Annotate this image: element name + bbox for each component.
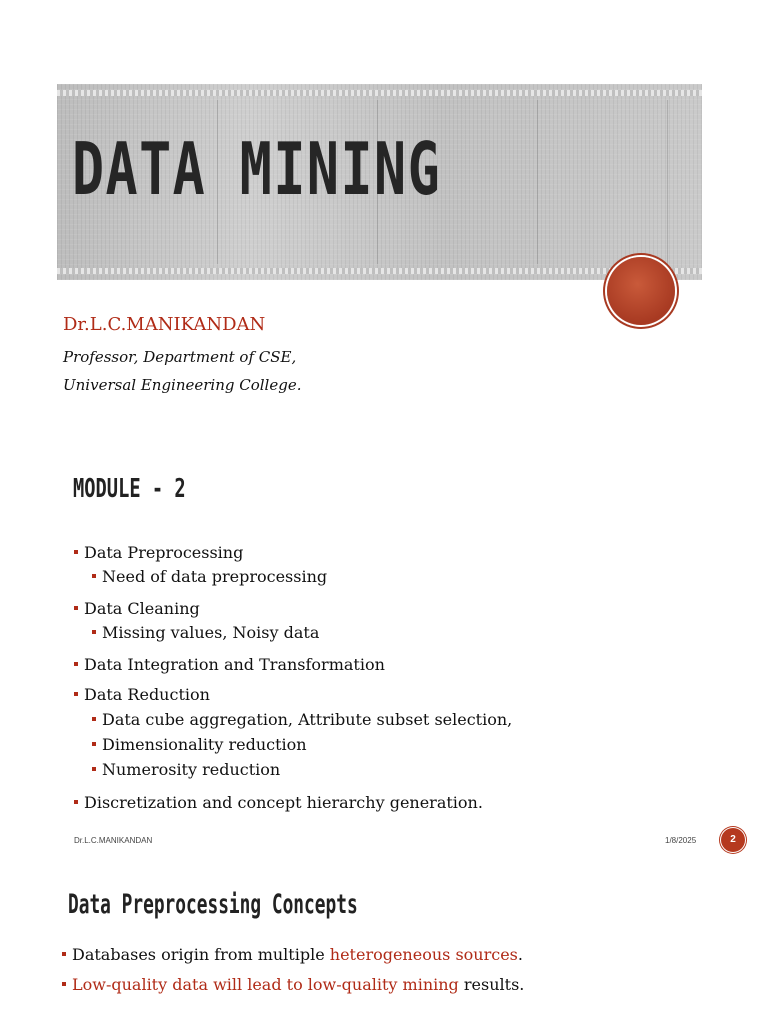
banner-divider [537, 100, 538, 264]
bullet-icon [92, 630, 96, 634]
list-item [74, 543, 243, 562]
banner-stripe-top [57, 90, 702, 96]
banner-divider [667, 100, 668, 264]
list-item [92, 710, 512, 729]
list-item-text: Data Preprocessing [84, 543, 244, 562]
list-item-text: Data cube aggregation, Attribute subset selection, [102, 710, 513, 729]
decorative-circle-icon [607, 257, 675, 325]
list-item [74, 655, 385, 674]
list-item-text: Numerosity reduction [102, 760, 281, 779]
page-number-badge: 2 [721, 828, 745, 852]
bullet-icon [74, 662, 78, 666]
list-item-text: Missing values, Noisy data [102, 623, 320, 642]
list-item-text: Data Reduction [84, 685, 210, 704]
list-item [62, 975, 524, 994]
list-item [92, 735, 307, 754]
list-item-text: . [517, 945, 523, 964]
author-name: Dr.L.C.MANIKANDAN [63, 314, 266, 335]
bullet-icon [62, 982, 66, 986]
list-item-text: Need of data preprocessing [102, 567, 328, 586]
list-item [92, 760, 280, 779]
bullet-icon [74, 550, 78, 554]
footer-date: 1/8/2025 [665, 836, 697, 845]
bullet-icon [74, 606, 78, 610]
bullet-icon [74, 800, 78, 804]
list-item [92, 623, 319, 642]
bullet-icon [92, 767, 96, 771]
list-item [62, 945, 523, 964]
module-title: MODULE - 2 [73, 474, 186, 504]
highlight-text: heterogeneous sources [329, 945, 518, 964]
banner-stripe-bottom [57, 268, 702, 274]
footer-author: Dr.L.C.MANIKANDAN [74, 836, 153, 845]
list-item [74, 793, 483, 812]
list-item-text: Data Cleaning [84, 599, 200, 618]
list-item-text: results. [458, 975, 525, 994]
slide-title: DATA MINING [72, 127, 442, 211]
bullet-icon [92, 742, 96, 746]
author-institution: Universal Engineering College. [63, 376, 302, 394]
author-role: Professor, Department of CSE, [63, 348, 297, 366]
bullet-icon [62, 952, 66, 956]
list-item [74, 599, 200, 618]
bullet-icon [92, 717, 96, 721]
bullet-icon [92, 574, 96, 578]
list-item-text: Databases origin from multiple [72, 945, 330, 964]
list-item [92, 567, 327, 586]
list-item-text: Data Integration and Transformation [84, 655, 385, 674]
list-item-text: Discretization and concept hierarchy generation. [84, 793, 483, 812]
bullet-icon [74, 692, 78, 696]
next-slide-title: Data Preprocessing Concepts [68, 889, 358, 920]
list-item-text: Dimensionality reduction [102, 735, 307, 754]
list-item [74, 685, 210, 704]
highlight-text: Low-quality data will lead to low-quality mining [72, 975, 459, 994]
